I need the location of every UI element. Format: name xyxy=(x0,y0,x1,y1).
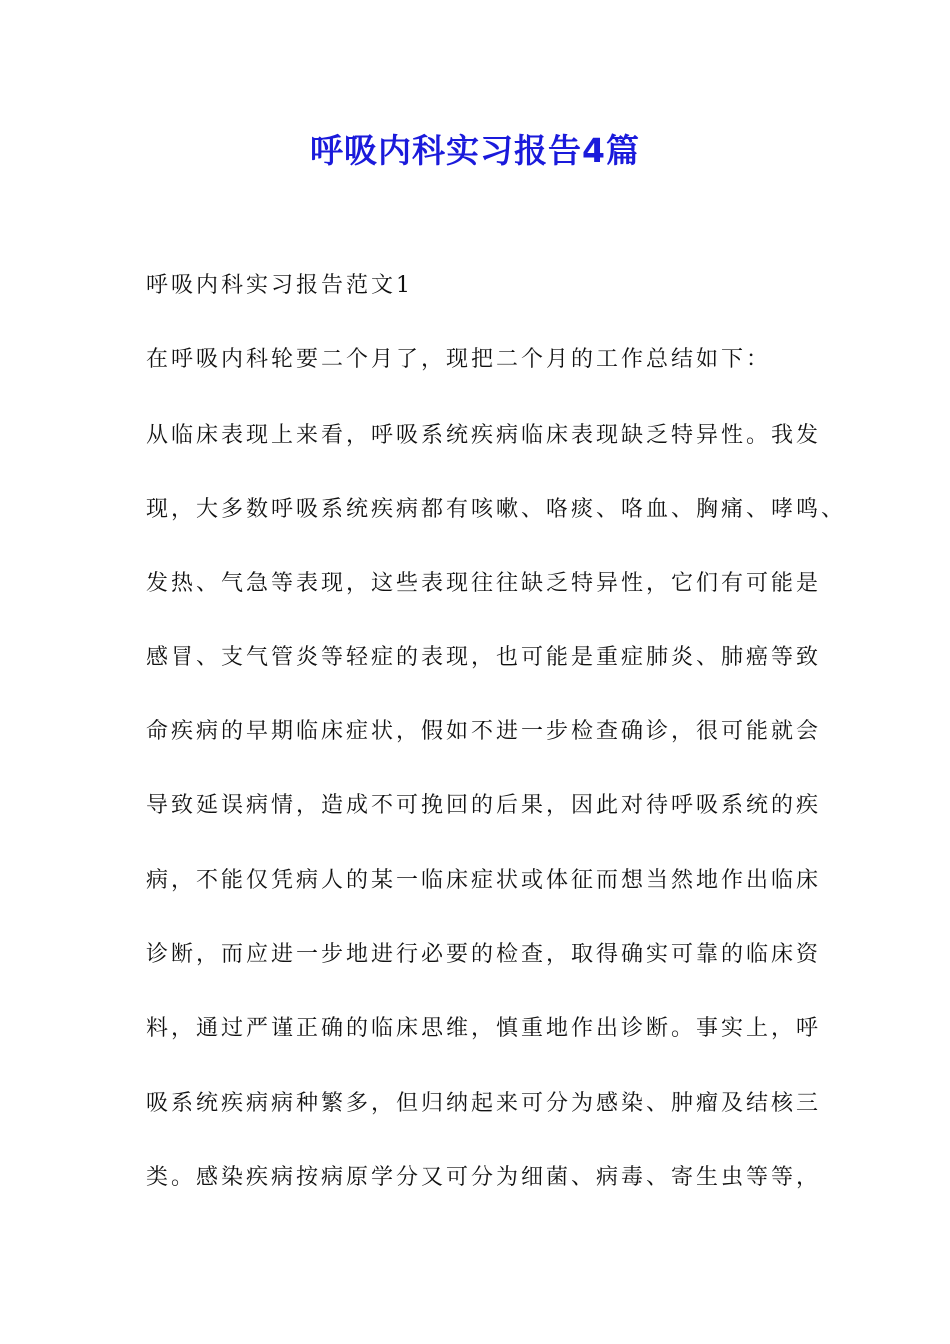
paragraph-line: 诊断，而应进一步地进行必要的检查，取得确实可靠的临床资 xyxy=(146,942,822,967)
paragraph-line: 感冒、支气管炎等轻症的表现，也可能是重症肺炎、肺癌等致 xyxy=(146,645,822,670)
paragraph-line: 料，通过严谨正确的临床思维，慎重地作出诊断。事实上，呼 xyxy=(146,1016,822,1041)
paragraph-line: 导致延误病情，造成不可挽回的后果，因此对待呼吸系统的疾 xyxy=(146,793,822,818)
paragraph-line: 现，大多数呼吸系统疾病都有咳嗽、咯痰、咯血、胸痛、哮鸣、 xyxy=(146,497,847,522)
paragraph-line: 从临床表现上来看，呼吸系统疾病临床表现缺乏特异性。我发 xyxy=(146,423,822,448)
paragraph-line: 命疾病的早期临床症状，假如不进一步检查确诊，很可能就会 xyxy=(146,719,822,744)
section-heading: 呼吸内科实习报告范文1 xyxy=(146,273,413,298)
paragraph-line: 病，不能仅凭病人的某一临床症状或体征而想当然地作出临床 xyxy=(146,868,822,893)
document-title: 呼吸内科实习报告4篇 xyxy=(310,131,640,170)
paragraph-line: 吸系统疾病病种繁多，但归纳起来可分为感染、肿瘤及结核三 xyxy=(146,1091,822,1116)
paragraph-line: 发热、气急等表现，这些表现往往缺乏特异性，它们有可能是 xyxy=(146,571,822,596)
paragraph-line: 类。感染疾病按病原学分又可分为细菌、病毒、寄生虫等等， xyxy=(146,1165,822,1190)
paragraph-line: 在呼吸内科轮要二个月了，现把二个月的工作总结如下： xyxy=(146,347,772,372)
